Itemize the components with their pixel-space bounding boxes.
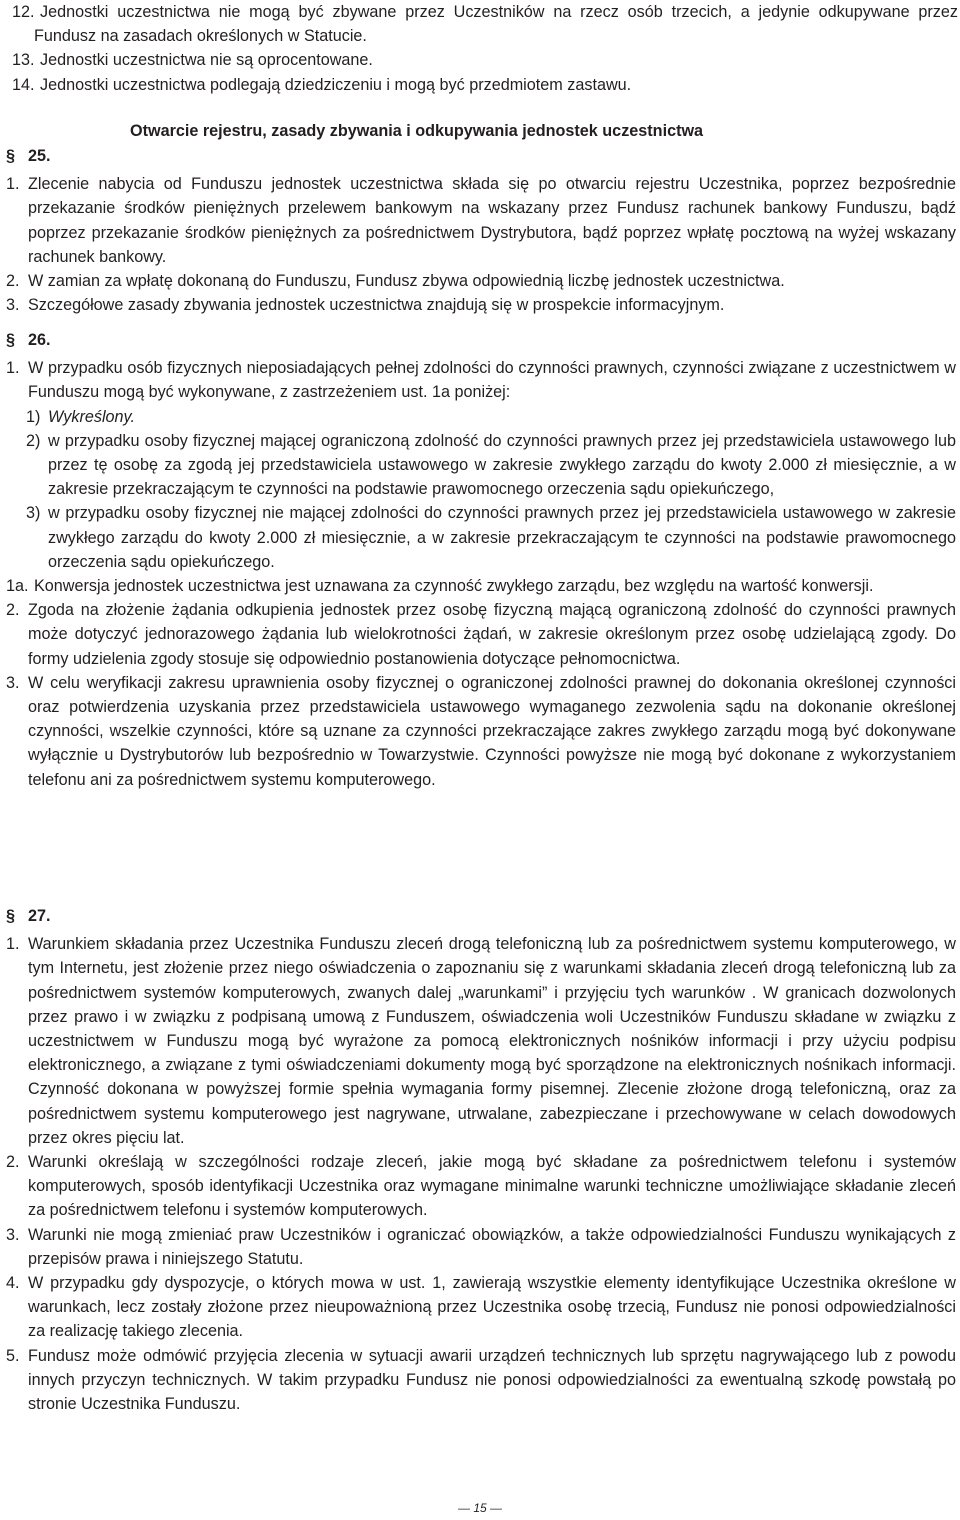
item-number: 3. <box>6 296 20 315</box>
item-number: 3. <box>6 673 20 692</box>
item-text: W zamian za wpłatę dokonaną do Funduszu, Fundusz zbywa odpowiednią liczbę jednostek uczestnictwa. <box>28 272 785 291</box>
paragraph-25 <box>6 144 956 317</box>
list-item <box>12 73 958 97</box>
section-heading: Otwarcie rejestru, zasady zbywania i odkupywania jednostek uczestnictwa <box>130 122 704 140</box>
item-number: 1. <box>6 359 20 378</box>
paragraph-number: 26. <box>28 331 51 349</box>
section-symbol: § <box>6 907 16 925</box>
item-number: 14. <box>12 75 35 94</box>
paragraph-body <box>6 932 956 1416</box>
list-item <box>6 932 956 1150</box>
paragraph-body <box>6 172 956 317</box>
item-text: Fundusz może odmówić przyjęcia zlecenia w sytuacji awarii urządzeń technicznych lub sprzętu nagrywającego lub z powodu innych przyczyn technicznych. W takim przypadku Fundusz nie ponosi odpowiedzialności za ewentualną szkodę powstałą po stronie Uczestnika Funduszu. <box>28 1346 956 1414</box>
list-item <box>6 671 956 792</box>
sub-item-text: w przypadku osoby fizycznej nie mającej zdolności do czynności prawnych przez jej przedstawiciela ustawowego w zakresie zwykłego zarządu do kwoty 2.000 zł miesięcznie, a w zakresie przekraczającym te czynności na podstawie prawomocnego orzeczenia sądu opiekuńczego. <box>48 504 956 571</box>
sub-item-text: Wykreślony. <box>48 407 135 426</box>
item-number: 2. <box>6 601 20 620</box>
page-number: — 15 — <box>457 1501 502 1515</box>
sub-item <box>6 501 956 574</box>
list-item <box>6 356 956 404</box>
sub-item-number: 2) <box>26 431 41 450</box>
paragraph-body <box>6 356 956 792</box>
item-text: Warunki nie mogą zmieniać praw Uczestników i ograniczać obowiązków, a także odpowiedzialności Funduszu wynikających z przepisów prawa i niniejszego Statutu. <box>28 1225 956 1268</box>
paragraph-label <box>6 328 956 352</box>
item-text: Szczegółowe zasady zbywania jednostek uczestnictwa znajdują się w prospekcie informacyjnym. <box>28 296 725 315</box>
list-item <box>6 1150 956 1223</box>
list-item <box>6 293 956 317</box>
item-text: W przypadku gdy dyspozycje, o których mowa w ust. 1, zawierają wszystkie elementy identyfikujące Uczestnika określone w warunkach, lecz zostały złożone przez nieupoważnioną przez Uczestnika osobę trzecią, Fundusz nie ponosi odpowiedzialności za realizację takiego zlecenia. <box>28 1274 956 1341</box>
list-item <box>6 1271 956 1344</box>
paragraph-label <box>6 904 956 928</box>
sub-item <box>6 429 956 502</box>
item-number: 13. <box>12 51 35 70</box>
paragraph-number: 27. <box>28 907 51 925</box>
item-text: Jednostki uczestnictwa nie mogą być zbywane przez Uczestników na rzecz osób trzecich, a jedynie odkupywane przez Fundusz na zasadach określonych w Statucie. <box>34 3 958 46</box>
item-number: 1. <box>6 175 20 194</box>
paragraph-label <box>6 144 956 168</box>
item-number: 12. <box>12 3 35 21</box>
item-text: Zlecenie nabycia od Funduszu jednostek uczestnictwa składa się po otwarciu rejestru Uczestnika, poprzez bezpośrednie przekazanie środków pieniężnych przelewem bankowym na wskazany przez Fundusz rachunek bankowy Funduszu, bądź poprzez przekazanie środków pieniężnych za pośrednictwem Dystrybutora, bądź poprzez wpłatę pocztową na wyżej wskazany rachunek bankowy. <box>28 175 956 266</box>
paragraph-26 <box>6 328 956 792</box>
top-items <box>12 0 958 97</box>
list-item <box>6 269 956 293</box>
list-item <box>12 0 958 48</box>
sub-item-text: w przypadku osoby fizycznej mającej ograniczoną zdolność do czynności prawnych przez jej przedstawiciela ustawowego lub przez tę osobę za zgodą jej przedstawiciela ustawowego w zakresie zwykłego zarządu do kwoty 2.000 zł miesięcznie, a w zakresie przekraczającym te czynności na podstawie prawomocnego orzeczenia sądu opiekuńczego, <box>48 431 956 499</box>
item-text: Warunkiem składania przez Uczestnika Funduszu zleceń drogą telefoniczną lub za pośrednictwem systemu komputerowego, w tym Internetu, jest złożenie przez niego oświadczenia o zapoznaniu się z warunkami składania zleceń drogą telefoniczną lub za pośrednictwem systemów komputerowych, zwanych dalej „warunkami” i przyjęciu tych warunków . W granicach dozwolonych przez prawo i w związku z podpisaną umową z Funduszem, oświadczenia woli Uczestników Funduszu składane w związku z uczestnictwem w Funduszu mogą być wyrażone za pomocą elektronicznych nośników informacji i przy użyciu podpisu elektronicznego, a związane z tymi oświadczeniami dokumenty mogą być sporządzone na elektronicznych nośnikach informacji. Czynność dokonana w powyższej formie spełnia wymagania formy pisemnej. Zlecenie złożone drogą telefoniczną, oraz za pośrednictwem systemu komputerowego jest nagrywane, utrwalane, zabezpieczane i przechowywane w celach dowodowych przez okres pięciu lat. <box>28 935 956 1147</box>
item-number: 3. <box>6 1225 20 1244</box>
item-text: Warunki określają w szczególności rodzaje zleceń, jakie mogą być składane za pośrednictwem telefonu i systemów komputerowych, sposób identyfikacji Uczestnika oraz wymagane minimalne warunki techniczne umożliwiające składanie zleceń za pośrednictwem telefonu i systemów komputerowych. <box>28 1153 956 1220</box>
paragraph-27 <box>6 904 956 1416</box>
item-text: Jednostki uczestnictwa podlegają dziedziczeniu i mogą być przedmiotem zastawu. <box>40 75 632 94</box>
item-number: 2. <box>6 1153 20 1172</box>
list-item <box>6 574 956 598</box>
item-text: Konwersja jednostek uczestnictwa jest uznawana za czynność zwykłego zarządu, bez względu na wartość konwersji. <box>34 577 874 596</box>
sub-item-number: 3) <box>26 504 41 523</box>
section-symbol: § <box>6 331 16 349</box>
item-number: 2. <box>6 272 20 291</box>
list-item <box>12 48 958 72</box>
list-item <box>6 598 956 671</box>
list-item <box>6 1223 956 1271</box>
item-number: 5. <box>6 1346 20 1365</box>
item-text: W przypadku osób fizycznych nieposiadających pełnej zdolności do czynności prawnych, czynności związane z uczestnictwem w Funduszu mogą być wykonywane, z zastrzeżeniem ust. 1a poniżej: <box>28 359 956 402</box>
list-item <box>6 1344 956 1417</box>
item-text: Jednostki uczestnictwa nie są oprocentowane. <box>40 51 373 70</box>
item-number: 1. <box>6 935 20 954</box>
item-number: 1a. <box>6 577 29 596</box>
list-item <box>6 172 956 269</box>
item-number: 4. <box>6 1274 20 1293</box>
section-symbol: § <box>6 147 16 165</box>
sub-item <box>6 405 956 429</box>
item-text: Zgoda na złożenie żądania odkupienia jednostek przez osobę fizyczną mającą ograniczoną zdolność do czynności prawnych może dotyczyć jednorazowego żądania lub wielokrotności żądań, w zakresie określonym przez osobę udzielającą zgody. Do formy udzielenia zgody stosuje się odpowiednio postanowienia dotyczące pełnomocnictwa. <box>28 601 956 668</box>
sub-item-number: 1) <box>26 407 41 426</box>
paragraph-number: 25. <box>28 147 51 165</box>
item-text: W celu weryfikacji zakresu uprawnienia osoby fizycznej o ograniczonej zdolności prawnej do dokonania określonej czynności oraz potwierdzenia uzyskania przez przedstawiciela ustawowego wymaganego zezwolenia sądu na dokonanie określonej czynności, wszelkie czynności, które są uznane za czynności przekraczające zakres zwykłego zarządu mogą być dokonywane wyłącznie u Dystrybutorów lub bezpośrednio w Towarzystwie. Czynności powyższe nie mogą być dokonane z wykorzystaniem telefonu ani za pośrednictwem systemu komputerowego. <box>28 673 956 789</box>
